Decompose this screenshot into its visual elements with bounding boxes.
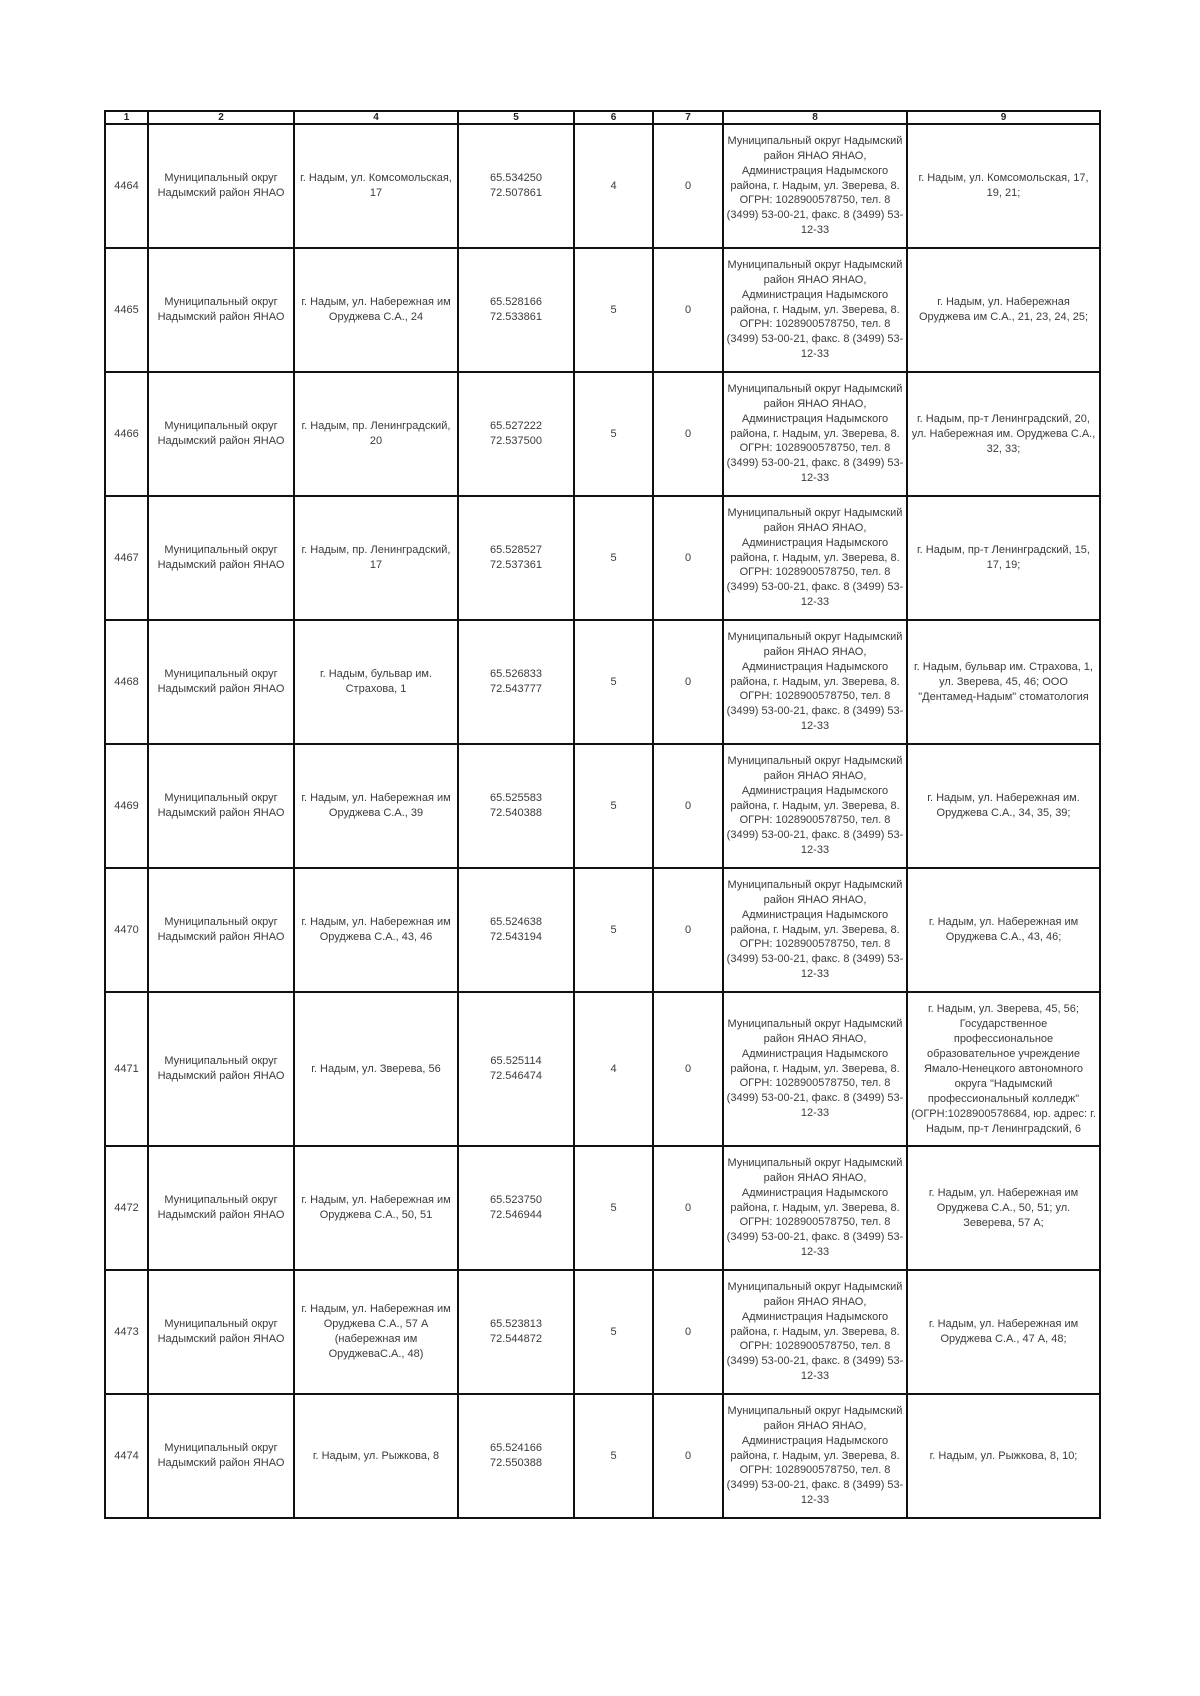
coordinates-cell bbox=[458, 496, 574, 620]
sources-cell: г. Надым, ул. Набережная им Оруджева С.А., 47 А, 48; bbox=[907, 1270, 1100, 1394]
col7-cell: 0 bbox=[653, 124, 723, 248]
header-cell: 8 bbox=[723, 111, 907, 124]
record-id-cell: 4473 bbox=[105, 1270, 148, 1394]
longitude-value: 72.507861 bbox=[490, 187, 542, 199]
sources-cell: г. Надым, ул. Набережная Оруджева им С.А., 21, 23, 24, 25; bbox=[907, 248, 1100, 372]
latitude-value: 65.528527 bbox=[490, 544, 542, 556]
owner-cell: Муниципальный округ Надымский район ЯНАО ЯНАО, Администрация Надымского района, г. Надым, ул. Зверева, 8. ОГРН: 1028900578750, тел. 8 (3499) 53-00-21, факс. 8 (3499) 53-12-33 bbox=[723, 124, 907, 248]
address-cell: г. Надым, бульвар им. Страхова, 1 bbox=[294, 620, 458, 744]
municipality-cell: Муниципальный округ Надымский район ЯНАО bbox=[148, 496, 294, 620]
col6-cell: 5 bbox=[574, 1270, 653, 1394]
coordinates-cell bbox=[458, 124, 574, 248]
col6-cell: 5 bbox=[574, 1394, 653, 1518]
col7-cell: 0 bbox=[653, 620, 723, 744]
municipality-cell: Муниципальный округ Надымский район ЯНАО bbox=[148, 372, 294, 496]
table-row bbox=[105, 992, 1100, 1146]
header-cell: 4 bbox=[294, 111, 458, 124]
table-row bbox=[105, 744, 1100, 868]
header-row bbox=[105, 111, 1100, 124]
latitude-value: 65.523813 bbox=[490, 1318, 542, 1330]
municipality-cell: Муниципальный округ Надымский район ЯНАО bbox=[148, 124, 294, 248]
col7-cell: 0 bbox=[653, 1394, 723, 1518]
col6-cell: 5 bbox=[574, 744, 653, 868]
coordinates-cell bbox=[458, 744, 574, 868]
address-cell: г. Надым, ул. Набережная им Оруджева С.А., 57 А (набережная им ОруджеваС.А., 48) bbox=[294, 1270, 458, 1394]
longitude-value: 72.550388 bbox=[490, 1457, 542, 1469]
table-row bbox=[105, 620, 1100, 744]
header-cell: 9 bbox=[907, 111, 1100, 124]
header-cell: 1 bbox=[105, 111, 148, 124]
record-id-cell: 4474 bbox=[105, 1394, 148, 1518]
address-cell: г. Надым, ул. Набережная им Оруджева С.А., 39 bbox=[294, 744, 458, 868]
sources-cell: г. Надым, ул. Зверева, 45, 56; Государственное профессиональное образовательное учреждение Ямало-Ненецкого автономного округа "Надымский профессиональный колледж" (ОГРН:1028900578684, юр. адрес: г. Надым, пр-т Ленинградский, 6 bbox=[907, 992, 1100, 1146]
table-row bbox=[105, 1270, 1100, 1394]
address-cell: г. Надым, ул. Набережная им Оруджева С.А., 50, 51 bbox=[294, 1146, 458, 1270]
owner-cell: Муниципальный округ Надымский район ЯНАО ЯНАО, Администрация Надымского района, г. Надым, ул. Зверева, 8. ОГРН: 1028900578750, тел. 8 (3499) 53-00-21, факс. 8 (3499) 53-12-33 bbox=[723, 744, 907, 868]
owner-cell: Муниципальный округ Надымский район ЯНАО ЯНАО, Администрация Надымского района, г. Надым, ул. Зверева, 8. ОГРН: 1028900578750, тел. 8 (3499) 53-00-21, факс. 8 (3499) 53-12-33 bbox=[723, 372, 907, 496]
owner-cell: Муниципальный округ Надымский район ЯНАО ЯНАО, Администрация Надымского района, г. Надым, ул. Зверева, 8. ОГРН: 1028900578750, тел. 8 (3499) 53-00-21, факс. 8 (3499) 53-12-33 bbox=[723, 496, 907, 620]
header-cell: 2 bbox=[148, 111, 294, 124]
longitude-value: 72.540388 bbox=[490, 807, 542, 819]
table-row bbox=[105, 1146, 1100, 1270]
sources-cell: г. Надым, пр-т Ленинградский, 15, 17, 19; bbox=[907, 496, 1100, 620]
address-cell: г. Надым, ул. Зверева, 56 bbox=[294, 992, 458, 1146]
sources-cell: г. Надым, ул. Набережная им Оруджева С.А., 43, 46; bbox=[907, 868, 1100, 992]
latitude-value: 65.524166 bbox=[490, 1442, 542, 1454]
owner-cell: Муниципальный округ Надымский район ЯНАО ЯНАО, Администрация Надымского района, г. Надым, ул. Зверева, 8. ОГРН: 1028900578750, тел. 8 (3499) 53-00-21, факс. 8 (3499) 53-12-33 bbox=[723, 868, 907, 992]
owner-cell: Муниципальный округ Надымский район ЯНАО ЯНАО, Администрация Надымского района, г. Надым, ул. Зверева, 8. ОГРН: 1028900578750, тел. 8 (3499) 53-00-21, факс. 8 (3499) 53-12-33 bbox=[723, 620, 907, 744]
col6-cell: 5 bbox=[574, 868, 653, 992]
address-cell: г. Надым, пр. Ленинградский, 17 bbox=[294, 496, 458, 620]
municipality-cell: Муниципальный округ Надымский район ЯНАО bbox=[148, 248, 294, 372]
col6-cell: 5 bbox=[574, 620, 653, 744]
sources-cell: г. Надым, бульвар им. Страхова, 1, ул. Зверева, 45, 46; ООО "Дентамед-Надым" стоматология bbox=[907, 620, 1100, 744]
col6-cell: 5 bbox=[574, 248, 653, 372]
latitude-value: 65.524638 bbox=[490, 916, 542, 928]
latitude-value: 65.523750 bbox=[490, 1194, 542, 1206]
header-cell: 7 bbox=[653, 111, 723, 124]
owner-cell: Муниципальный округ Надымский район ЯНАО ЯНАО, Администрация Надымского района, г. Надым, ул. Зверева, 8. ОГРН: 1028900578750, тел. 8 (3499) 53-00-21, факс. 8 (3499) 53-12-33 bbox=[723, 1270, 907, 1394]
table-row bbox=[105, 124, 1100, 248]
header-cell: 6 bbox=[574, 111, 653, 124]
longitude-value: 72.546944 bbox=[490, 1209, 542, 1221]
record-id-cell: 4465 bbox=[105, 248, 148, 372]
address-cell: г. Надым, ул. Рыжкова, 8 bbox=[294, 1394, 458, 1518]
col7-cell: 0 bbox=[653, 992, 723, 1146]
col7-cell: 0 bbox=[653, 868, 723, 992]
col6-cell: 5 bbox=[574, 496, 653, 620]
record-id-cell: 4469 bbox=[105, 744, 148, 868]
record-id-cell: 4470 bbox=[105, 868, 148, 992]
municipality-cell: Муниципальный округ Надымский район ЯНАО bbox=[148, 992, 294, 1146]
col7-cell: 0 bbox=[653, 372, 723, 496]
table-row bbox=[105, 496, 1100, 620]
address-cell: г. Надым, ул. Набережная им Оруджева С.А., 43, 46 bbox=[294, 868, 458, 992]
coordinates-cell bbox=[458, 1394, 574, 1518]
col6-cell: 5 bbox=[574, 1146, 653, 1270]
registry-table bbox=[104, 110, 1101, 1519]
latitude-value: 65.528166 bbox=[490, 296, 542, 308]
longitude-value: 72.537500 bbox=[490, 435, 542, 447]
municipality-cell: Муниципальный округ Надымский район ЯНАО bbox=[148, 868, 294, 992]
col7-cell: 0 bbox=[653, 496, 723, 620]
owner-cell: Муниципальный округ Надымский район ЯНАО ЯНАО, Администрация Надымского района, г. Надым, ул. Зверева, 8. ОГРН: 1028900578750, тел. 8 (3499) 53-00-21, факс. 8 (3499) 53-12-33 bbox=[723, 1394, 907, 1518]
col7-cell: 0 bbox=[653, 248, 723, 372]
owner-cell: Муниципальный округ Надымский район ЯНАО ЯНАО, Администрация Надымского района, г. Надым, ул. Зверева, 8. ОГРН: 1028900578750, тел. 8 (3499) 53-00-21, факс. 8 (3499) 53-12-33 bbox=[723, 992, 907, 1146]
sources-cell: г. Надым, ул. Набережная им Оруджева С.А., 50, 51; ул. Зеверева, 57 А; bbox=[907, 1146, 1100, 1270]
municipality-cell: Муниципальный округ Надымский район ЯНАО bbox=[148, 1270, 294, 1394]
sources-cell: г. Надым, ул. Рыжкова, 8, 10; bbox=[907, 1394, 1100, 1518]
record-id-cell: 4464 bbox=[105, 124, 148, 248]
address-cell: г. Надым, ул. Набережная им Оруджева С.А., 24 bbox=[294, 248, 458, 372]
longitude-value: 72.546474 bbox=[490, 1070, 542, 1082]
latitude-value: 65.525114 bbox=[490, 1055, 542, 1067]
latitude-value: 65.527222 bbox=[490, 420, 542, 432]
record-id-cell: 4467 bbox=[105, 496, 148, 620]
coordinates-cell bbox=[458, 248, 574, 372]
municipality-cell: Муниципальный округ Надымский район ЯНАО bbox=[148, 1146, 294, 1270]
longitude-value: 72.533861 bbox=[490, 311, 542, 323]
coordinates-cell bbox=[458, 1270, 574, 1394]
col7-cell: 0 bbox=[653, 1270, 723, 1394]
municipality-cell: Муниципальный округ Надымский район ЯНАО bbox=[148, 744, 294, 868]
coordinates-cell bbox=[458, 620, 574, 744]
table-row bbox=[105, 248, 1100, 372]
coordinates-cell bbox=[458, 372, 574, 496]
municipality-cell: Муниципальный округ Надымский район ЯНАО bbox=[148, 620, 294, 744]
coordinates-cell bbox=[458, 1146, 574, 1270]
latitude-value: 65.526833 bbox=[490, 668, 542, 680]
col6-cell: 4 bbox=[574, 992, 653, 1146]
longitude-value: 72.544872 bbox=[490, 1333, 542, 1345]
col6-cell: 5 bbox=[574, 372, 653, 496]
coordinates-cell bbox=[458, 868, 574, 992]
record-id-cell: 4472 bbox=[105, 1146, 148, 1270]
longitude-value: 72.543777 bbox=[490, 683, 542, 695]
col7-cell: 0 bbox=[653, 744, 723, 868]
header-cell: 5 bbox=[458, 111, 574, 124]
address-cell: г. Надым, пр. Ленинградский, 20 bbox=[294, 372, 458, 496]
municipality-cell: Муниципальный округ Надымский район ЯНАО bbox=[148, 1394, 294, 1518]
col6-cell: 4 bbox=[574, 124, 653, 248]
record-id-cell: 4471 bbox=[105, 992, 148, 1146]
table-row bbox=[105, 372, 1100, 496]
longitude-value: 72.543194 bbox=[490, 931, 542, 943]
latitude-value: 65.534250 bbox=[490, 172, 542, 184]
longitude-value: 72.537361 bbox=[490, 559, 542, 571]
owner-cell: Муниципальный округ Надымский район ЯНАО ЯНАО, Администрация Надымского района, г. Надым, ул. Зверева, 8. ОГРН: 1028900578750, тел. 8 (3499) 53-00-21, факс. 8 (3499) 53-12-33 bbox=[723, 248, 907, 372]
record-id-cell: 4468 bbox=[105, 620, 148, 744]
coordinates-cell bbox=[458, 992, 574, 1146]
table-row bbox=[105, 1394, 1100, 1518]
sources-cell: г. Надым, ул. Комсомольская, 17, 19, 21; bbox=[907, 124, 1100, 248]
address-cell: г. Надым, ул. Комсомольская, 17 bbox=[294, 124, 458, 248]
sources-cell: г. Надым, ул. Набережная им. Оруджева С.А., 34, 35, 39; bbox=[907, 744, 1100, 868]
owner-cell: Муниципальный округ Надымский район ЯНАО ЯНАО, Администрация Надымского района, г. Надым, ул. Зверева, 8. ОГРН: 1028900578750, тел. 8 (3499) 53-00-21, факс. 8 (3499) 53-12-33 bbox=[723, 1146, 907, 1270]
sources-cell: г. Надым, пр-т Ленинградский, 20, ул. Набережная им. Оруджева С.А., 32, 33; bbox=[907, 372, 1100, 496]
col7-cell: 0 bbox=[653, 1146, 723, 1270]
table-row bbox=[105, 868, 1100, 992]
record-id-cell: 4466 bbox=[105, 372, 148, 496]
latitude-value: 65.525583 bbox=[490, 792, 542, 804]
